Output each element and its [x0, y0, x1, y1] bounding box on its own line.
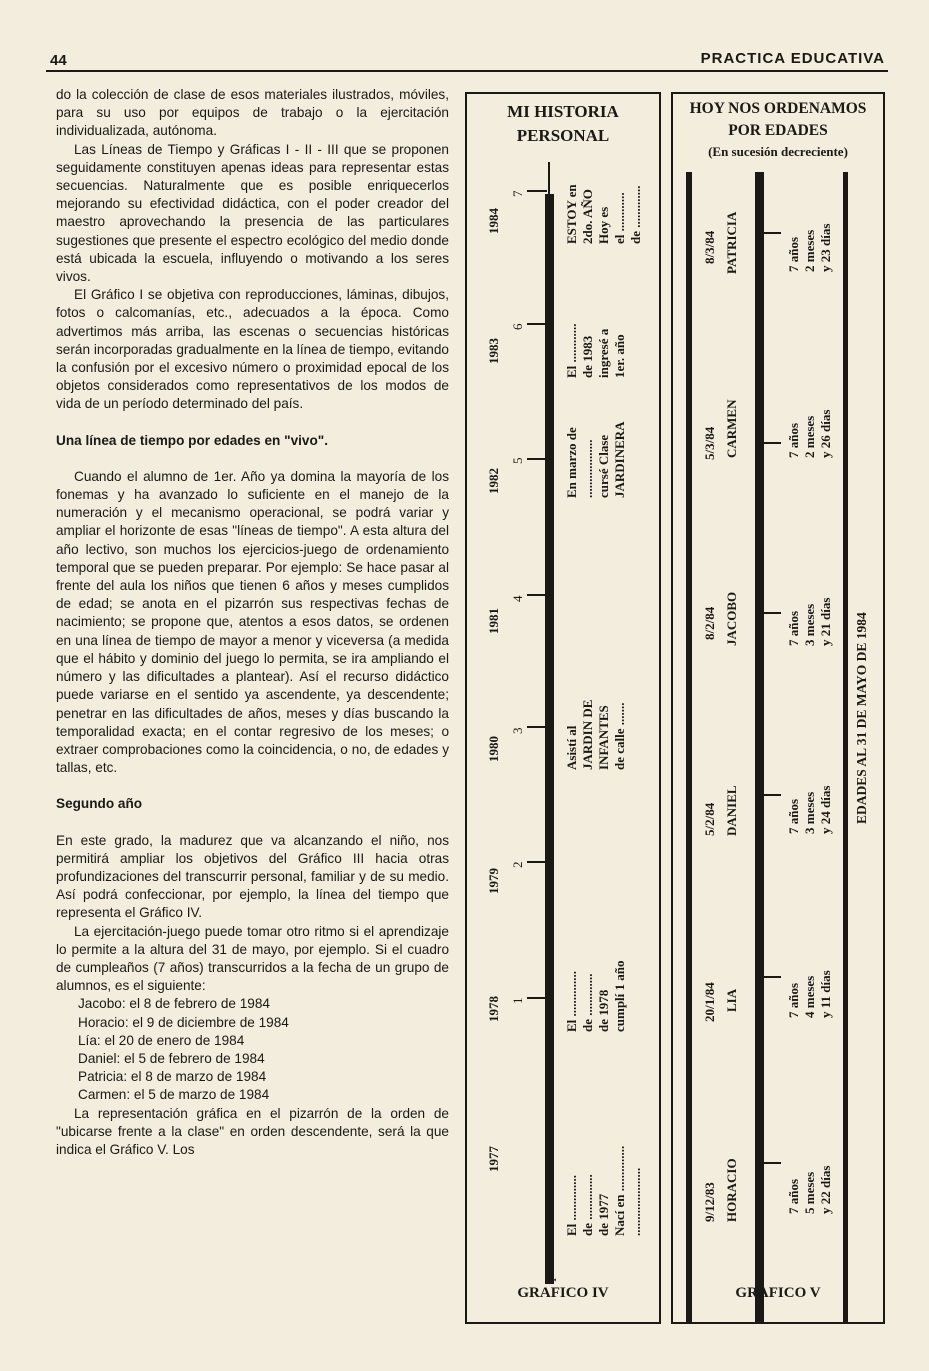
timeline-bar [686, 172, 692, 1322]
kid-name: HORACIO [724, 1158, 739, 1222]
birth-date: 9/12/83 [702, 1182, 717, 1222]
grafico-iv-title: MI HISTORIA [507, 102, 619, 121]
grafico-v-caption: GRAFICO V [735, 1285, 821, 1301]
list-item: Lía: el 20 de enero de 1984 [78, 1032, 245, 1048]
tick-mark [763, 976, 781, 978]
note-line: 1er. año [612, 334, 627, 378]
tick-mark [527, 726, 547, 728]
age-line: 2 meses [802, 229, 817, 272]
grafico-iv-panel [465, 92, 661, 1324]
paragraph: La ejercitación-juego puede tomar otro ritmo si el aprendizaje lo permite a la altura del 31 de mayo, por ejemplo. Si el cuadro de cumpleaños (7 años) transcurridos a la fecha de un grupo de alumnos, es el siguiente: [56, 923, 449, 994]
year-label: 1981 [486, 608, 501, 634]
age-line: 7 años [786, 610, 801, 646]
age-line: y 22 días [818, 1165, 833, 1214]
birth-date: 8/2/84 [702, 606, 717, 640]
timeline-bar [545, 194, 554, 1284]
list-item: Horacio: el 9 de diciembre de 1984 [78, 1014, 289, 1030]
note-line: Hoy es [596, 206, 611, 244]
grafico-v-title: HOY NOS ORDENAMOS [689, 100, 867, 117]
note-line: .................. [580, 439, 595, 498]
tick-mark [527, 997, 547, 999]
tick-label: 2 [510, 861, 525, 868]
tick-mark [527, 861, 547, 863]
paragraph: La representación gráfica en el pizarrón de la orden de "ubicarse frente a la clase" en orden descendente, será la que indica el Gráfico V. Los [56, 1105, 449, 1157]
list-item: Daniel: el 5 de febrero de 1984 [78, 1050, 265, 1066]
kid-name: DANIEL [724, 785, 739, 836]
list-item: Carmen: el 5 de marzo de 1984 [78, 1087, 270, 1103]
grafico-v-title: POR EDADES [728, 122, 828, 139]
side-label: EDADES AL 31 DE MAYO DE 1984 [854, 612, 869, 824]
grafico-iv-title: PERSONAL [516, 126, 610, 145]
year-label: 1978 [486, 996, 501, 1022]
age-line: y 23 días [818, 223, 833, 272]
note-line: de calle ....... [612, 702, 627, 770]
birth-date: 5/2/84 [702, 802, 717, 836]
timeline-bar [843, 172, 848, 1322]
note-line: cumplí 1 año [612, 960, 627, 1032]
grafico-v-subtitle: (En sucesión decreciente) [708, 144, 848, 159]
kid-name: CARMEN [724, 399, 739, 458]
note-line: En marzo de [564, 427, 579, 498]
list-item: Jacobo: el 8 de febrero de 1984 [78, 996, 270, 1012]
paragraph: Las Líneas de Tiempo y Gráficas I - II - III que se proponen seguidamente constituyen apenas ideas para representar estas secuencias. Naturalmente que es posible enriquecerlos mejorando su efectividad didáctica, con el poder creador del maestro aprovechando la presencia de las particulares sugestiones que presente el espectro ecológico del medio donde está ubicada la escuela, influyendo o motivando a los seres vivos. [56, 141, 449, 285]
note-line: el ............ [612, 192, 627, 244]
age-line: y 11 días [818, 970, 833, 1018]
age-line: 2 meses [802, 415, 817, 458]
tick-mark [763, 1162, 781, 1164]
note-line: de 1977 [596, 1193, 611, 1236]
running-title: PRACTICA EDUCATIVA [700, 50, 885, 67]
age-line: 3 meses [802, 791, 817, 834]
kid-name: LIA [724, 988, 739, 1012]
tick-mark [763, 794, 781, 796]
tick-label: 1 [510, 997, 525, 1004]
note-line: Asistí al [564, 725, 579, 770]
grafico-iv-caption: GRAFICO IV [517, 1285, 609, 1301]
age-line: 7 años [786, 1178, 801, 1214]
tick-label: 7 [510, 190, 525, 197]
birth-date: 20/1/84 [702, 982, 717, 1022]
tick-mark [527, 323, 547, 325]
note-line: El .............. [564, 970, 579, 1032]
paragraph: En este grado, la madurez que va alcanzando el niño, nos permitirá ampliar los objetivos del Gráfico III hacia otras profundizaciones del transcurrir personal, familiar y de su medio. Así podrá confeccionar, por ejemplo, la línea del tiempo que representa el Gráfico IV. [56, 832, 449, 921]
age-line: y 26 días [818, 409, 833, 458]
year-label: 1980 [486, 736, 501, 762]
note-line: ..................... [628, 1167, 643, 1236]
tick-label: 5 [510, 457, 525, 464]
age-line: 7 años [786, 236, 801, 272]
note-line: de 1983 [580, 335, 595, 378]
tick-label: I [544, 1277, 559, 1282]
kid-name: JACOBO [724, 591, 739, 646]
tick-mark [527, 190, 547, 192]
age-line: 5 meses [802, 1171, 817, 1214]
list-item: Patricia: el 8 de marzo de 1984 [78, 1069, 267, 1085]
kid-name: PATRICIA [724, 211, 739, 274]
age-line: y 21 días [818, 597, 833, 646]
note-line: Nací en .............. [612, 1145, 627, 1236]
age-line: 7 años [786, 422, 801, 458]
body-column [56, 86, 449, 1159]
page-number: 44 [50, 52, 67, 69]
age-line: y 24 días [818, 785, 833, 834]
note-line: de 1978 [596, 989, 611, 1032]
year-label: 1979 [486, 868, 501, 894]
note-line: INFANTES [596, 705, 611, 770]
tick-mark [527, 458, 547, 460]
birthday-list [56, 995, 449, 1104]
tick-mark [763, 442, 781, 444]
tick-mark [763, 232, 781, 234]
birth-date: 8/3/84 [702, 230, 717, 264]
section-heading: Segundo año [56, 796, 143, 812]
note-line: de ............. [628, 185, 643, 244]
paragraph: do la colección de clase de esos materiales ilustrados, móviles, para su uso por equipos de trabajo o la ejercitación individualizada, autónoma. [56, 87, 449, 139]
note-line: El ............ [564, 323, 579, 378]
year-label: 1982 [486, 468, 501, 494]
age-line: 7 años [786, 982, 801, 1018]
note-line: 2do. AÑO [580, 189, 595, 244]
note-line: cursé Clase [596, 434, 611, 498]
header-rule [46, 70, 888, 72]
tick-label: 6 [510, 323, 525, 330]
note-line: El .............. [564, 1174, 579, 1236]
section-heading: Una línea de tiempo por edades en "vivo". [56, 432, 328, 448]
tick-label: 3 [510, 727, 525, 734]
birth-date: 5/3/84 [702, 426, 717, 460]
year-label: 1984 [486, 208, 501, 234]
note-line: de .............. [580, 1174, 595, 1236]
paragraph: El Gráfico I se objetiva con reproducciones, láminas, dibujos, fotos o calcomanías, etc., adecuados a la época. Como advertimos más arriba, las escenas o secuencias históricas serán incorporadas gradualmente en la línea de tiempo, evitando la confusión por el excesivo número o proximidad epocal de los objetos considerados como representativos de los modos de vida de un período determinado del país. [56, 287, 449, 412]
paragraph: Cuando el alumno de 1er. Año ya domina la mayoría de los fonemas y ha avanzado lo suficiente en el manejo de la numeración y el mecanismo operacional, se podrá variar y ampliar el horizonte de esas "líneas de tiempo". A esta altura del año lectivo, son muchos los ejercicios-juego de ordenamiento temporal que se pueden preparar. Por ejemplo: Se hace pasar al frente del aula los niños que tienen 6 años y meses cumplidos de edad; se anota en el pizarrón sus respectivas fechas de nacimiento; se propone que, atentos a esos datos, se ordenen en una línea de tiempo de mayor a menor y viceversa (a medida que el hábito y dominio del juego lo permita, se ira ampliando el número y las dificultades a plantear). Así el recurso didáctico puede variarse en el sentido ya ascendente, ya descendente; penetrar en las dificultades de años, meses y días buscando la temporalidad exacta; en el contar regresivo de los meses; o extraer comprobaciones como la coincidencia, o no, de edades y tallas, etc. [56, 468, 449, 776]
note-line: ESTOY en [564, 184, 579, 244]
note-line: JARDIN DE [580, 699, 595, 770]
age-line: 7 años [786, 798, 801, 834]
timeline-arrow [548, 162, 550, 194]
year-label: 1983 [486, 338, 501, 364]
age-line: 4 meses [802, 975, 817, 1018]
tick-mark [763, 612, 781, 614]
tick-label: 4 [510, 595, 525, 602]
note-line: JARDINERA [612, 421, 627, 498]
age-line: 3 meses [802, 603, 817, 646]
note-line: de ............. [580, 973, 595, 1032]
timeline-bar [755, 172, 764, 1322]
year-label: 1977 [486, 1146, 501, 1172]
tick-mark [527, 594, 547, 596]
grafico-v-panel [671, 92, 885, 1324]
note-line: ingresé a [596, 328, 611, 378]
